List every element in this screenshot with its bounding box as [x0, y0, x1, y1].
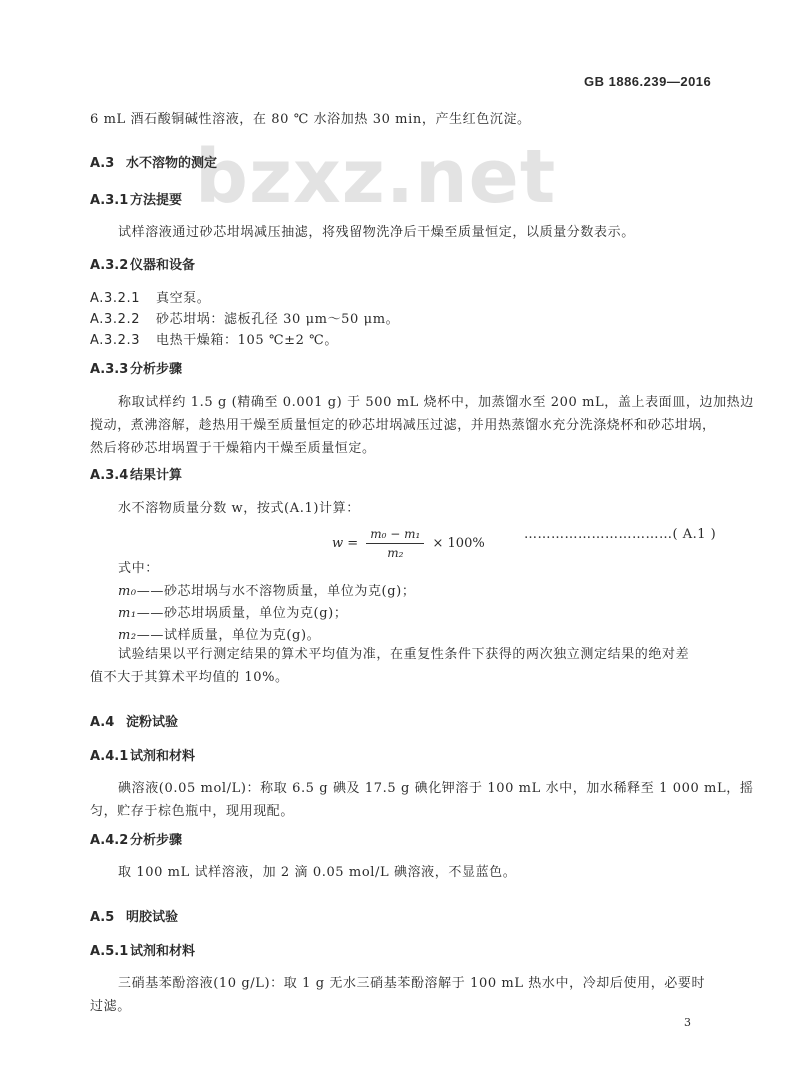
- section-number: A.3.3: [90, 362, 129, 377]
- paragraph-line: 搅动，煮沸溶解，趁热用干燥至质量恒定的砂芯坩埚减压过滤，并用热蒸馏水充分洗涤烧杯和砂芯坩埚，: [90, 418, 716, 433]
- section-a3-4-heading: [90, 464, 182, 483]
- paragraph-line: 碘溶液(0.05 mol/L)：称取 6.5 g 碘及 17.5 g 碘化钾溶于 100 mL 水中，加水稀释至 1 000 mL，摇: [118, 781, 754, 796]
- page-number: 3: [684, 1016, 691, 1029]
- definition-item: m₀——砂芯坩埚与水不溶物质量，单位为克(g)；: [118, 584, 416, 599]
- section-number: A.4: [90, 715, 115, 730]
- section-number: A.5.1: [90, 944, 129, 959]
- formula-numerator: m₀ − m₁: [366, 527, 424, 544]
- section-a5-heading: [90, 906, 178, 925]
- section-title: 明胶试验: [126, 910, 179, 925]
- section-a4-heading: [90, 711, 178, 730]
- section-number: A.4.1: [90, 749, 129, 764]
- section-title: 淀粉试验: [126, 715, 179, 730]
- section-a5-1-heading: [90, 940, 195, 959]
- section-title: 分析步骤: [130, 362, 183, 377]
- section-title: 试剂和材料: [130, 944, 196, 959]
- formula-rhs: × 100%: [432, 536, 485, 551]
- section-number: A.4.2: [90, 833, 129, 848]
- section-title: 试剂和材料: [130, 749, 196, 764]
- section-title: 方法提要: [130, 193, 183, 208]
- paragraph-line: 值不大于其算术平均值的 10%。: [90, 670, 289, 685]
- definition-item: m₂——试样质量，单位为克(g)。: [118, 628, 321, 643]
- definition-item: m₁——砂芯坩埚质量，单位为克(g)；: [118, 606, 348, 621]
- where-label: 式中：: [118, 561, 159, 576]
- a3-1-text: 试样溶液通过砂芯坩埚减压抽滤，将残留物洗净后干燥至质量恒定，以质量分数表示。: [118, 225, 635, 240]
- section-number: A.3: [90, 156, 115, 171]
- section-a3-2-heading: [90, 254, 195, 273]
- standard-code: GB 1886.239—2016: [584, 74, 712, 89]
- formula-lead: 水不溶物质量分数 w，按式(A.1)计算：: [118, 501, 360, 516]
- list-item: A.3.2.2 砂芯坩埚：滤板孔径 30 μm～50 μm。: [90, 312, 400, 327]
- formula-fraction: [366, 527, 424, 560]
- paragraph-line: 然后将砂芯坩埚置于干燥箱内干燥至质量恒定。: [90, 441, 376, 456]
- list-item: A.3.2.3 电热干燥箱：105 ℃±2 ℃。: [90, 333, 338, 348]
- intro-line: 6 mL 酒石酸铜碱性溶液，在 80 ℃ 水浴加热 30 min，产生红色沉淀。: [90, 112, 531, 127]
- paragraph-line: 称取试样约 1.5 g (精确至 0.001 g) 于 500 mL 烧杯中，加蒸馏水至 200 mL，盖上表面皿，边加热边: [118, 395, 754, 410]
- section-number: A.5: [90, 910, 115, 925]
- section-title: 结果计算: [130, 468, 183, 483]
- section-a4-2-heading: [90, 829, 182, 848]
- section-number: A.3.2: [90, 258, 129, 273]
- section-title: 水不溶物的测定: [126, 156, 218, 171]
- list-item: A.3.2.1 真空泵。: [90, 291, 211, 306]
- section-a3-1-heading: [90, 189, 182, 208]
- section-title: 分析步骤: [130, 833, 183, 848]
- watermark: bzxz.net: [195, 134, 557, 220]
- formula-denominator: m₂: [387, 546, 404, 560]
- section-number: A.3.1: [90, 193, 129, 208]
- paragraph-line: 试验结果以平行测定结果的算术平均值为准，在重复性条件下获得的两次独立测定结果的绝对差: [118, 647, 690, 662]
- paragraph-line: 过滤。: [90, 999, 131, 1014]
- formula-number: ……………………………( A.1 ): [524, 527, 717, 542]
- section-a4-1-heading: [90, 745, 195, 764]
- a4-2-text: 取 100 mL 试样溶液，加 2 滴 0.05 mol/L 碘溶液，不显蓝色。: [118, 865, 517, 880]
- paragraph-line: 匀，贮存于棕色瓶中，现用现配。: [90, 804, 295, 819]
- section-number: A.3.4: [90, 468, 129, 483]
- section-title: 仪器和设备: [130, 258, 196, 273]
- section-a3-heading: [90, 152, 217, 171]
- formula-lhs: w =: [332, 536, 359, 551]
- paragraph-line: 三硝基苯酚溶液(10 g/L)：取 1 g 无水三硝基苯酚溶解于 100 mL 热水中，冷却后使用，必要时: [118, 976, 706, 991]
- section-a3-3-heading: [90, 358, 182, 377]
- formula: [332, 527, 485, 560]
